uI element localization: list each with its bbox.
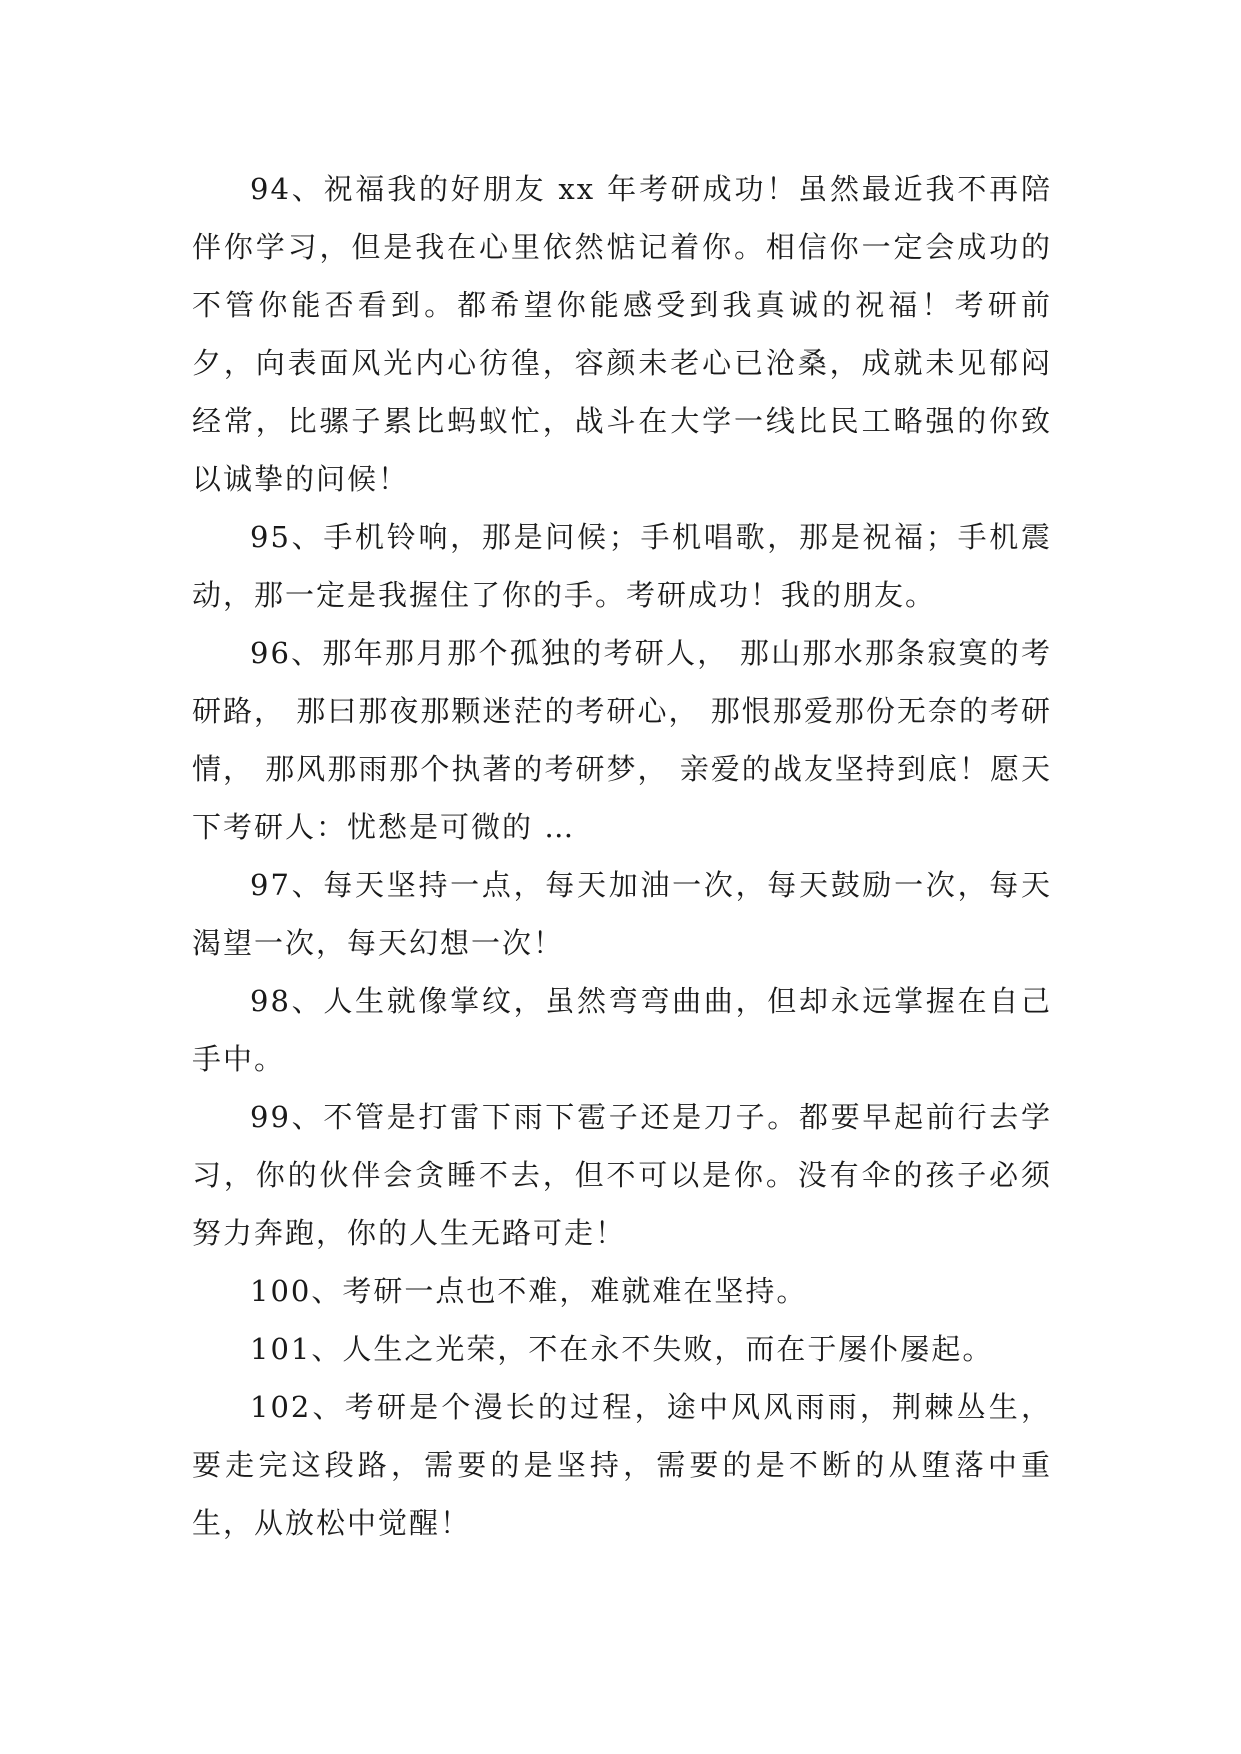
paragraph-97: 97、每天坚持一点，每天加油一次，每天鼓励一次，每天渴望一次，每天幻想一次！ (192, 868, 1052, 960)
document-body (192, 160, 1052, 1552)
paragraph-101: 101、人生之光荣，不在永不失败，而在于屡仆屡起。 (250, 1332, 994, 1366)
paragraph-99: 99、不管是打雷下雨下雹子还是刀子。都要早起前行去学习，你的伙伴会贪睡不去，但不可以是你。没有伞的孩子必须努力奔跑，你的人生无路可走！ (192, 1100, 1052, 1250)
paragraph-95: 95、手机铃响，那是问候；手机唱歌，那是祝福；手机震动，那一定是我握住了你的手。考研成功！我的朋友。 (192, 520, 1052, 612)
paragraph-100: 100、考研一点也不难，难就难在坚持。 (250, 1274, 808, 1308)
paragraph-96: 96、那年那月那个孤独的考研人， 那山那水那条寂寞的考研路， 那曰那夜那颗迷茫的考研心， 那恨那爱那份无奈的考研情， 那风那雨那个执著的考研梦， 亲爱的战友坚持到底！愿天下考研人：忧愁是可微的 … (192, 636, 1052, 844)
paragraph-102: 102、考研是个漫长的过程，途中风风雨雨，荆棘丛生，要走完这段路，需要的是坚持，需要的是不断的从堕落中重生，从放松中觉醒！ (192, 1390, 1052, 1540)
paragraph-98: 98、人生就像掌纹，虽然弯弯曲曲，但却永远掌握在自己手中。 (192, 984, 1052, 1076)
paragraph-94: 94、祝福我的好朋友 xx 年考研成功！虽然最近我不再陪伴你学习，但是我在心里依然惦记着你。相信你一定会成功的不管你能否看到。都希望你能感受到我真诚的祝福！考研前夕，向表面风光内心彷徨，容颜未老心已沧桑，成就未见郁闷经常，比骡子累比蚂蚁忙，战斗在大学一线比民工略强的你致以诚挚的问候！ (192, 172, 1052, 496)
